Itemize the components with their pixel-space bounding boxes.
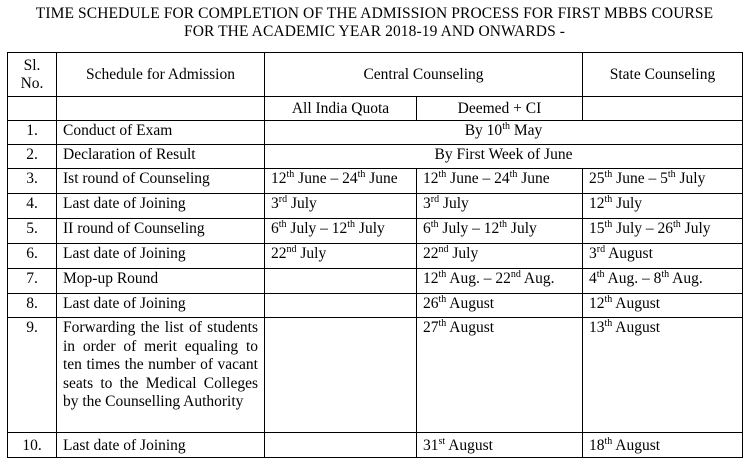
row-merged-date: By First Week of June xyxy=(265,145,743,169)
subheader-row xyxy=(8,97,743,121)
row-deemed-ci: 26th August xyxy=(417,294,583,318)
subheader-empty-schedule xyxy=(57,97,265,121)
title-line-2: FOR THE ACADEMIC YEAR 2018-19 AND ONWARDS - xyxy=(183,23,566,40)
row-state-counseling: 4th Aug. – 8th Aug. xyxy=(583,269,743,294)
table-row xyxy=(8,145,743,169)
row-deemed-ci: 3rd July xyxy=(417,194,583,219)
title-line-1: TIME SCHEDULE FOR COMPLETION OF THE ADMISSION PROCESS FOR FIRST MBBS COURSE xyxy=(35,5,714,22)
table-row xyxy=(8,169,743,194)
row-all-india-quota xyxy=(265,294,417,318)
row-state-counseling: 25th June – 5th July xyxy=(583,169,743,194)
row-state-counseling: 12th July xyxy=(583,194,743,219)
row-deemed-ci: 12th Aug. – 22nd Aug. xyxy=(417,269,583,294)
row-schedule: Last date of Joining xyxy=(57,433,265,458)
row-all-india-quota xyxy=(265,433,417,458)
row-schedule: II round of Counseling xyxy=(57,219,265,244)
row-all-india-quota: 6th July – 12th July xyxy=(265,219,417,244)
row-sl-no: 4. xyxy=(8,194,57,219)
row-all-india-quota: 3rd July xyxy=(265,194,417,219)
row-state-counseling: 3rd August xyxy=(583,244,743,269)
table-row xyxy=(8,269,743,294)
row-deemed-ci: 31st August xyxy=(417,433,583,458)
row-schedule: Ist round of Counseling xyxy=(57,169,265,194)
row-schedule: Last date of Joining xyxy=(57,294,265,318)
row-state-counseling: 12th August xyxy=(583,294,743,318)
table-row xyxy=(8,194,743,219)
row-all-india-quota: 12th June – 24th June xyxy=(265,169,417,194)
row-schedule: Mop-up Round xyxy=(57,269,265,294)
row-all-india-quota xyxy=(265,269,417,294)
row-state-counseling: 13th August xyxy=(583,318,743,433)
row-state-counseling: 15th July – 26th July xyxy=(583,219,743,244)
row-sl-no: 1. xyxy=(8,121,57,145)
table-row xyxy=(8,318,743,433)
header-central-counseling: Central Counseling xyxy=(265,53,583,97)
header-schedule: Schedule for Admission xyxy=(57,53,265,97)
subheader-empty-sl xyxy=(8,97,57,121)
row-sl-no: 8. xyxy=(8,294,57,318)
header-state-counseling: State Counseling xyxy=(583,53,743,97)
subheader-all-india-quota: All India Quota xyxy=(265,97,417,121)
row-schedule: Last date of Joining xyxy=(57,194,265,219)
row-schedule: Last date of Joining xyxy=(57,244,265,269)
row-sl-no: 6. xyxy=(8,244,57,269)
row-all-india-quota xyxy=(265,318,417,433)
row-schedule: Forwarding the list of students in order of merit equaling to ten times the number of vacant seats to the Medical Colleges by the Counselling Authority xyxy=(57,318,265,433)
row-deemed-ci: 6th July – 12th July xyxy=(417,219,583,244)
document-title xyxy=(0,0,749,41)
row-sl-no: 7. xyxy=(8,269,57,294)
row-sl-no: 2. xyxy=(8,145,57,169)
table-row xyxy=(8,121,743,145)
row-state-counseling: 18th August xyxy=(583,433,743,458)
table-row xyxy=(8,219,743,244)
row-sl-no: 5. xyxy=(8,219,57,244)
row-sl-no: 9. xyxy=(8,318,57,433)
table-row xyxy=(8,433,743,458)
row-merged-date: By 10th May xyxy=(265,121,743,145)
header-sl-no: Sl. No. xyxy=(8,53,57,97)
row-all-india-quota: 22nd July xyxy=(265,244,417,269)
header-row xyxy=(8,53,743,97)
subheader-deemed-ci: Deemed + CI xyxy=(417,97,583,121)
row-deemed-ci: 22nd July xyxy=(417,244,583,269)
row-sl-no: 3. xyxy=(8,169,57,194)
table-row xyxy=(8,244,743,269)
row-schedule: Declaration of Result xyxy=(57,145,265,169)
subheader-empty-state xyxy=(583,97,743,121)
admission-schedule-table xyxy=(7,52,743,458)
row-deemed-ci: 12th June – 24th June xyxy=(417,169,583,194)
row-schedule: Conduct of Exam xyxy=(57,121,265,145)
row-sl-no: 10. xyxy=(8,433,57,458)
row-deemed-ci: 27th August xyxy=(417,318,583,433)
table-row xyxy=(8,294,743,318)
